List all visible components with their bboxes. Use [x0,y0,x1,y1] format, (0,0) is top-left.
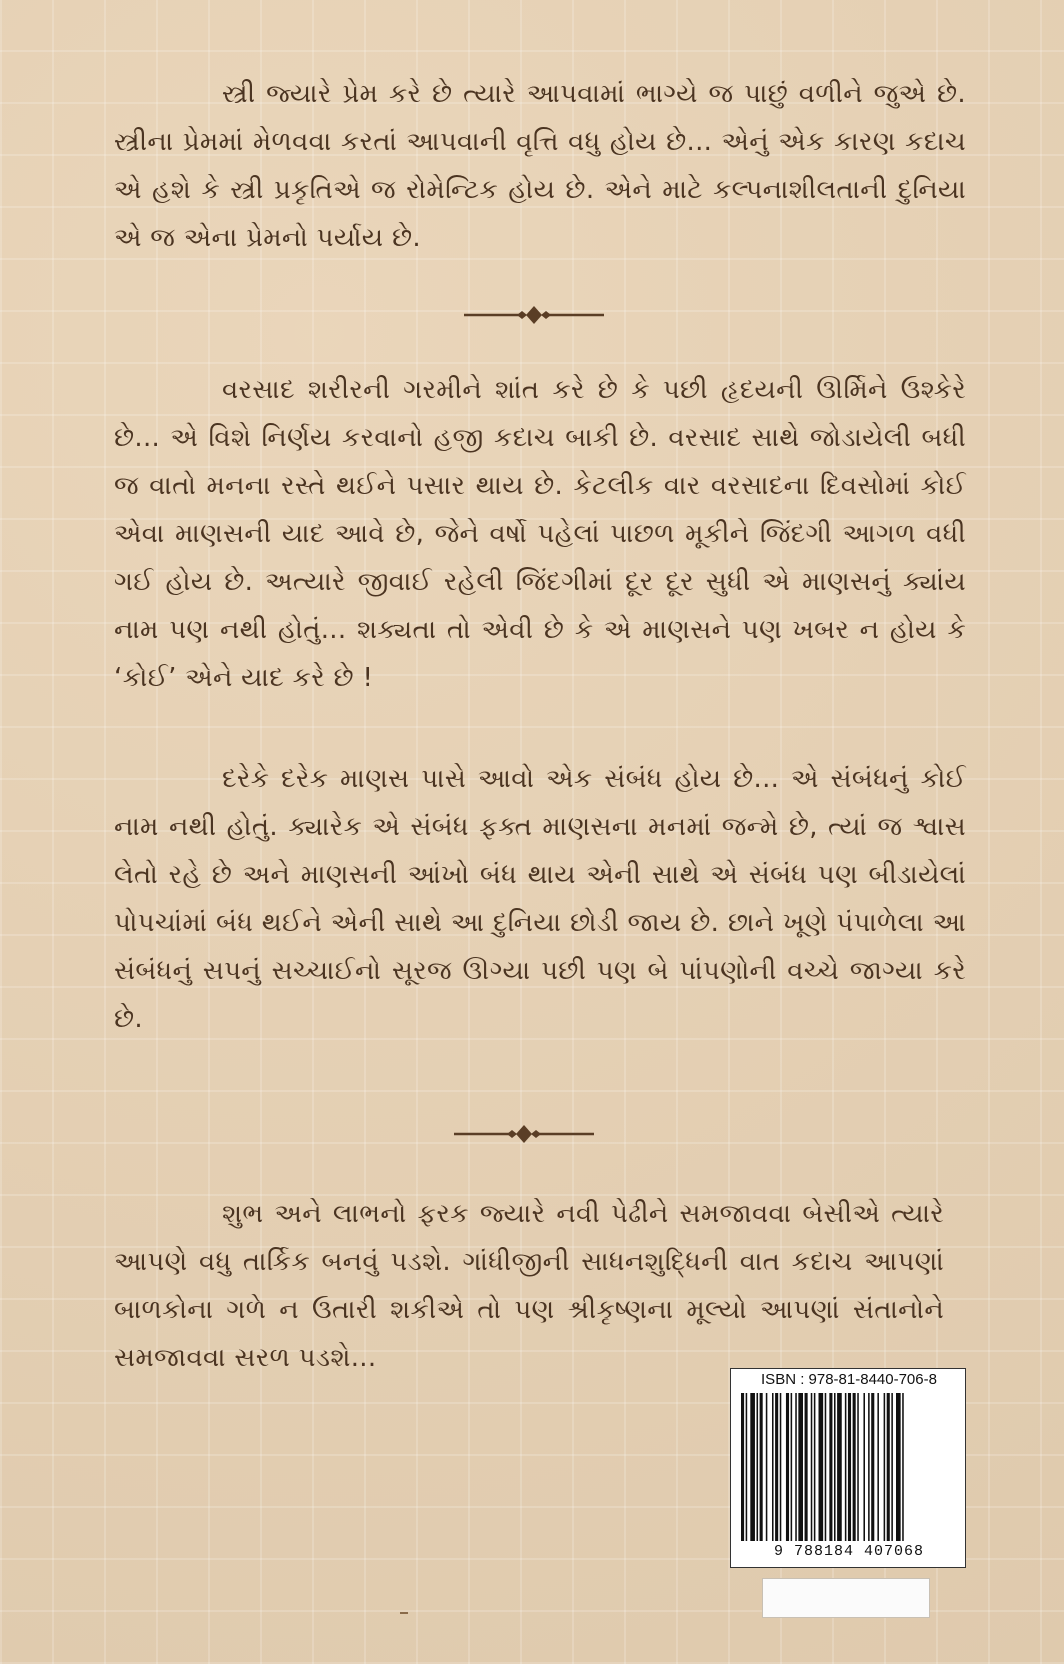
barcode-bar [896,1393,901,1541]
barcode-bar [805,1393,808,1541]
barcode-bar [819,1393,824,1541]
barcode-bar [902,1393,904,1541]
barcode-bar [837,1393,842,1541]
ornament-divider-icon [454,1122,594,1146]
barcode-bar [857,1393,859,1541]
barcode-bar [795,1393,797,1541]
barcode-number: 9 788184 407068 [773,1543,925,1560]
paragraph-text: દરેકે દરેક માણસ પાસે આવો એક સંબંધ હોય છે... એ સંબંધનું કોઈ નામ નથી હોતું. ક્યારેક એ સંબંધ ફક્ત માણસના મનમાં જન્મે છે, ત્યાં જ શ્વાસ લેતો રહે છે અને માણસની આંખો બંધ થાય એની સાથે એ સંબંધ પણ બીડાયેલાં પોપચાંમાં બંધ થઈને એની સાથે આ દુનિયા છોડી જાય છે. છાને ખૂણે પંપાળેલા આ સંબંધનું સપનું સચ્ચાઈનો સૂરજ ઊગ્યા પછી પણ બે પાંપણોની વચ્ચે જાગ્યા કરે છે. [114,764,966,1034]
barcode-bar [741,1393,744,1541]
barcode-bar [814,1393,816,1541]
paragraph-text: શુભ અને લાભનો ફરક જ્યારે નવી પેઢીને સમજાવવા બેસીએ ત્યારે આપણે વધુ તાર્કિક બનવું પડશે. ગાંધીજીની સાધનશુદ્ધિની વાત કદાચ આપણાં બાળકોના ગળે ન ઉતારી શકીએ તો પણ શ્રીકૃષ્ણના મૂલ્યો આપણાં સંતાનોને સમજાવવા સરળ પડશે... [114,1199,944,1373]
barcode-icon [739,1393,959,1541]
barcode-bar [757,1393,759,1541]
paragraph-relationship [114,755,966,1043]
isbn-label: ISBN : 978-81-8440-706-8 [761,1371,937,1388]
paragraph-rain [114,366,966,702]
barcode-bar [811,1393,813,1541]
barcode-bar [786,1393,789,1541]
price-sticker-blank [762,1578,930,1618]
barcode-bar [891,1393,893,1541]
paragraph-text: વરસાદ શરીરની ગરમીને શાંત કરે છે કે પછી હૃદયની ઊર્મિને ઉશ્કેરે છે... એ વિશે નિર્ણય કરવાનો હજી કદાચ બાકી છે. વરસાદ સાથે જોડાયેલી બધી જ વાતો મનના રસ્તે થઈને પસાર થાય છે. કેટલીક વાર વરસાદના દિવસોમાં કોઈ એવા માણસની યાદ આવે છે, જેને વર્ષો પહેલાં પાછળ મૂકીને જિંદગી આગળ વધી ગઈ હોય છે. અત્યારે જીવાઈ રહેલી જિંદગીમાં દૂર દૂર સુધી એ માણસનું ક્યાંય નામ પણ નથી હોતું... શક્યતા તો એવી છે કે એ માણસને પણ ખબર ન હોય કે ‘કોઈ’ એને યાદ કરે છે ! [114,375,966,693]
barcode-bar [750,1393,755,1541]
isbn-barcode-box [730,1368,966,1568]
barcode-bar [780,1393,782,1541]
barcode-bar [798,1393,803,1541]
paper-speck [400,1612,408,1614]
barcode-bar [791,1393,793,1541]
barcode-bar [746,1393,748,1541]
barcode-bar [825,1393,827,1541]
barcode-bar [887,1393,890,1541]
paragraph-values [114,1190,944,1382]
barcode-bar [772,1393,774,1541]
barcode-bar [863,1393,865,1541]
ornament-divider-icon [464,303,604,327]
barcode-bar [868,1393,870,1541]
barcode-bar [877,1393,879,1541]
barcode-bar [834,1393,836,1541]
paragraph-love [114,70,966,262]
barcode-bar [848,1393,851,1541]
barcode-bar [766,1393,768,1541]
barcode-bar [760,1393,763,1541]
paragraph-text: સ્ત્રી જ્યારે પ્રેમ કરે છે ત્યારે આપવામાં ભાગ્યે જ પાછું વળીને જુએ છે. સ્ત્રીના પ્રેમમાં મેળવવા કરતાં આપવાની વૃત્તિ વધુ હોય છે... એનું એક કારણ કદાચ એ હશે કે સ્ત્રી પ્રકૃતિએ જ રોમેન્ટિક હોય છે. એને માટે કલ્પનાશીલતાની દુનિયા એ જ એના પ્રેમનો પર્યાય છે. [114,79,966,253]
barcode-bar [845,1393,847,1541]
barcode-bar [775,1393,778,1541]
barcode-bar [829,1393,832,1541]
barcode-bar [853,1393,856,1541]
barcode-bar [871,1393,874,1541]
barcode-bar [884,1393,886,1541]
